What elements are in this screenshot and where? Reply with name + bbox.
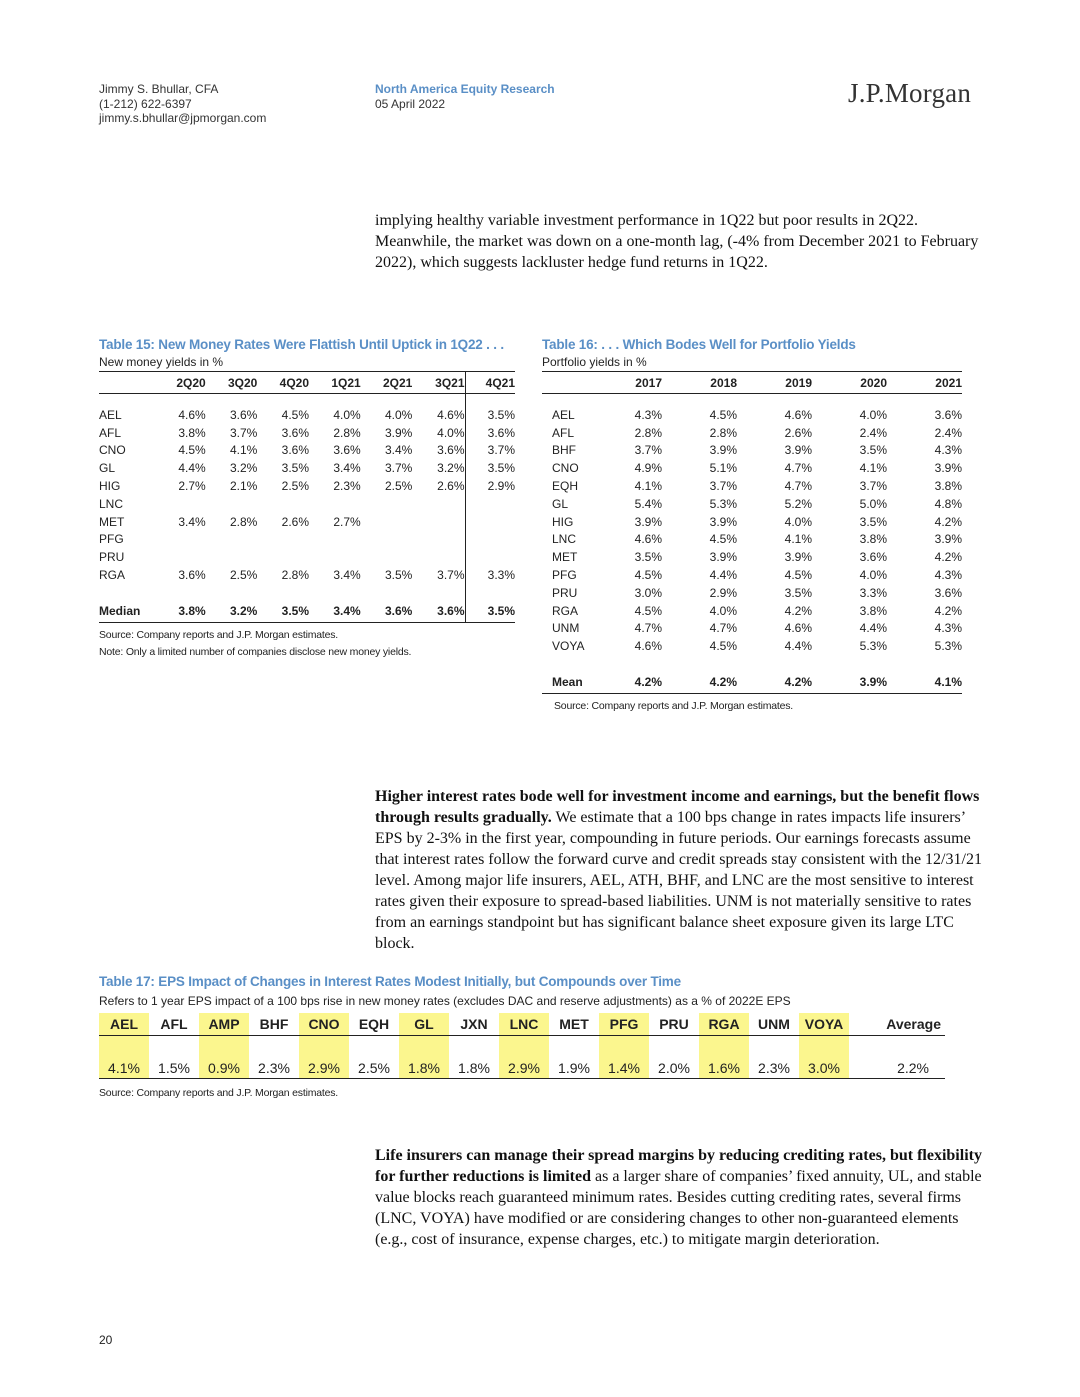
table-cell: 4.6%: [437, 407, 465, 422]
table-cell: 3.6%: [412, 600, 465, 623]
eps-impact-cell: 1.9%: [549, 1046, 599, 1079]
table-cell: 3.9%: [934, 532, 962, 547]
eps-impact-cell: 2.9%: [499, 1046, 549, 1079]
table-row: [542, 531, 962, 549]
table17: [99, 974, 945, 1099]
table15-col-header: 3Q20: [206, 372, 258, 394]
research-section: North America Equity Research: [375, 82, 555, 96]
table-cell: 4.2%: [587, 671, 662, 694]
table-cell: 3.8%: [154, 600, 206, 623]
analyst-phone: (1-212) 622-6397: [99, 96, 192, 111]
table-cell: 4.4%: [784, 639, 812, 654]
table-cell: 4.2%: [934, 603, 962, 618]
row-label: UNM: [552, 621, 580, 636]
table-cell: 3.4%: [333, 461, 361, 476]
table-cell: 2.7%: [178, 479, 206, 494]
table-cell: 2.8%: [281, 568, 310, 583]
ticker-header: PFG: [599, 1013, 649, 1036]
table-cell: 3.7%: [634, 443, 662, 458]
table-cell: 3.9%: [934, 461, 962, 476]
table-cell: [154, 495, 206, 513]
ticker-header: BHF: [249, 1013, 299, 1036]
table-cell: 3.8%: [859, 603, 887, 618]
table15-source: Source: Company reports and J.P. Morgan estimates.: [99, 628, 339, 641]
table-cell: 3.9%: [784, 443, 812, 458]
table-cell: 4.7%: [784, 479, 812, 494]
table-cell: 3.4%: [385, 443, 413, 458]
table-cell: [206, 495, 258, 513]
table-cell: [257, 531, 309, 549]
row-label: PFG: [552, 568, 577, 583]
table-cell: 2.5%: [385, 479, 413, 494]
page-number: 20: [99, 1333, 113, 1347]
table-cell: 3.7%: [709, 479, 737, 494]
table-cell: 4.2%: [934, 550, 962, 565]
report-info: [375, 82, 555, 111]
row-label: GL: [99, 461, 116, 476]
eps-impact-cell: 2.9%: [299, 1046, 349, 1079]
table-cell: 5.3%: [859, 639, 887, 654]
table-cell: 3.8%: [859, 532, 887, 547]
table-cell: [309, 531, 361, 549]
table-cell: 3.5%: [859, 443, 887, 458]
table15-note: Note: Only a limited number of companies disclose new money yields.: [99, 645, 412, 658]
table-cell: 3.5%: [465, 459, 515, 477]
table-cell: 2.9%: [465, 477, 515, 495]
row-label: VOYA: [552, 639, 585, 654]
table16-col-header: 2021: [887, 372, 962, 394]
table-cell: [412, 513, 465, 531]
table-cell: 3.3%: [465, 566, 515, 584]
table-cell: 3.2%: [437, 461, 465, 476]
table-cell: [309, 548, 361, 566]
table-row: [542, 442, 962, 460]
table-cell: [361, 548, 413, 566]
row-label: EQH: [552, 479, 579, 494]
table-cell: 3.5%: [257, 600, 309, 623]
table-cell: 3.9%: [634, 514, 662, 529]
table-cell: 5.3%: [709, 496, 737, 511]
row-label: HIG: [99, 479, 121, 494]
table-cell: 3.6%: [281, 425, 310, 440]
table-cell: 3.9%: [709, 443, 737, 458]
ticker-header: AMP: [199, 1013, 249, 1036]
table-row: [99, 531, 515, 549]
table-cell: [257, 548, 309, 566]
analyst-name: Jimmy S. Bhullar, CFA: [99, 82, 219, 96]
ticker-header: VOYA: [799, 1013, 849, 1036]
table-cell: 4.2%: [662, 671, 737, 694]
table-cell: 4.6%: [634, 639, 662, 654]
ticker-header: JXN: [449, 1013, 499, 1036]
table-cell: 5.0%: [859, 496, 887, 511]
table-cell: 3.5%: [281, 461, 310, 476]
table-row: [99, 477, 515, 495]
table-cell: 4.1%: [784, 532, 812, 547]
table-cell: [465, 513, 515, 531]
table15-title: Table 15: New Money Rates Were Flattish Until Uptick in 1Q22 . . .: [99, 337, 504, 352]
table-cell: 4.1%: [634, 479, 662, 494]
row-label: BHF: [552, 443, 576, 458]
row-label: LNC: [552, 532, 577, 547]
row-label: RGA: [552, 603, 579, 618]
row-label: PRU: [552, 585, 578, 600]
table-row: [542, 602, 962, 620]
table-cell: 4.0%: [859, 407, 887, 422]
table-cell: 5.3%: [934, 639, 962, 654]
table-cell: 4.5%: [281, 407, 310, 422]
row-label: MET: [99, 514, 125, 529]
table15-grid: [99, 371, 515, 623]
table-row: [542, 406, 962, 424]
average-value: 2.2%: [849, 1046, 945, 1079]
rates-paragraph-body: We estimate that a 100 bps change in rates impacts life insurers’ EPS by 2-3% in the first year, compounding in future periods. Our earnings forecasts assume that interest rates follow the forward curve and credit spreads stay consistent with the 12/31/21 level. Among major life insurers, AEL, ATH, BHF, and LNC are the most sensitive to interest rates given their exposure to spread-based liabilities. UNM is not materially sensitive to rates from an earnings standpoint but has significant balance sheet exposure given its large LTC block.: [375, 809, 982, 952]
table-cell: 3.6%: [229, 407, 258, 422]
table-cell: 4.2%: [784, 603, 812, 618]
table-cell: 2.1%: [229, 479, 258, 494]
table-cell: 4.5%: [709, 532, 737, 547]
table-cell: 4.5%: [178, 443, 206, 458]
table-cell: 4.0%: [709, 603, 737, 618]
table-cell: [361, 513, 413, 531]
table-cell: 3.9%: [385, 425, 413, 440]
table17-source: Source: Company reports and J.P. Morgan estimates.: [99, 1087, 339, 1099]
row-label: CNO: [552, 461, 579, 476]
row-label: PRU: [99, 550, 125, 565]
table16-source: Source: Company reports and J.P. Morgan estimates.: [554, 700, 794, 713]
row-label: AEL: [99, 407, 122, 422]
table-cell: 3.3%: [859, 585, 887, 600]
table-cell: 3.7%: [859, 479, 887, 494]
table-cell: 4.4%: [178, 461, 206, 476]
ticker-header: MET: [549, 1013, 599, 1036]
table-row: [542, 637, 962, 655]
table-cell: 4.2%: [737, 671, 812, 694]
table-row: [542, 424, 962, 442]
table-cell: [206, 548, 258, 566]
rates-paragraph: [375, 786, 987, 954]
table-cell: 3.5%: [634, 550, 662, 565]
mean-row: [542, 671, 962, 694]
table16-col-header: 2017: [587, 372, 662, 394]
table-cell: 3.5%: [859, 514, 887, 529]
rates-paragraph-lead: Higher interest rates bode well for investment income and earnings, but the benefit flows through results gradually.: [375, 788, 980, 826]
table15-corner: [99, 372, 154, 394]
table-cell: 4.0%: [437, 425, 465, 440]
table-cell: 4.2%: [934, 514, 962, 529]
table-cell: [257, 495, 309, 513]
table-row: [542, 459, 962, 477]
table-cell: 4.3%: [934, 621, 962, 636]
table-cell: 4.3%: [934, 443, 962, 458]
table-cell: 4.6%: [634, 532, 662, 547]
eps-impact-cell: 1.4%: [599, 1046, 649, 1079]
table-cell: 2.5%: [281, 479, 310, 494]
table-cell: 4.6%: [178, 407, 206, 422]
table-cell: [465, 531, 515, 549]
table-cell: 3.5%: [784, 585, 812, 600]
ticker-header: LNC: [499, 1013, 549, 1036]
table-cell: 4.1%: [859, 461, 887, 476]
table-cell: [154, 548, 206, 566]
table-cell: 5.2%: [784, 496, 812, 511]
row-label: PFG: [99, 532, 124, 547]
table-cell: [412, 531, 465, 549]
table-cell: 2.6%: [281, 514, 310, 529]
table-row: [99, 424, 515, 442]
eps-impact-cell: 1.8%: [399, 1046, 449, 1079]
row-label: MET: [552, 550, 578, 565]
table-cell: 4.9%: [634, 461, 662, 476]
row-label: AFL: [552, 425, 575, 440]
eps-impact-cell: 2.3%: [249, 1046, 299, 1079]
eps-impact-cell: 1.5%: [149, 1046, 199, 1079]
table-cell: 3.9%: [812, 671, 887, 694]
table-cell: [412, 495, 465, 513]
table-cell: 3.6%: [361, 600, 413, 623]
table-cell: 4.5%: [634, 568, 662, 583]
table-cell: 3.8%: [934, 479, 962, 494]
table15-col-header: 1Q21: [309, 372, 361, 394]
table-cell: [412, 548, 465, 566]
table16-title: Table 16: . . . Which Bodes Well for Portfolio Yields: [542, 337, 856, 352]
table-cell: 3.6%: [934, 585, 962, 600]
table-cell: 4.5%: [634, 603, 662, 618]
table-cell: 4.5%: [784, 568, 812, 583]
table-row: [542, 566, 962, 584]
ticker-header: UNM: [749, 1013, 799, 1036]
report-date: 05 April 2022: [375, 96, 446, 111]
row-label: HIG: [552, 514, 574, 529]
table-cell: 3.2%: [206, 600, 258, 623]
analyst-email[interactable]: jimmy.s.bhullar@jpmorgan.com: [99, 111, 267, 125]
table-cell: 4.1%: [229, 443, 258, 458]
table-cell: 2.4%: [859, 425, 887, 440]
table-row: [542, 548, 962, 566]
table-row: [99, 548, 515, 566]
table-cell: 3.7%: [437, 568, 465, 583]
eps-impact-cell: 2.3%: [749, 1046, 799, 1079]
row-label: AFL: [99, 425, 122, 440]
table15-col-header: 2Q20: [154, 372, 206, 394]
row-label: GL: [552, 496, 569, 511]
table-cell: [361, 531, 413, 549]
eps-impact-cell: 0.9%: [199, 1046, 249, 1079]
table-cell: 3.6%: [465, 424, 515, 442]
table-row: [542, 495, 962, 513]
analyst-contact: [99, 82, 266, 126]
table-cell: 3.5%: [385, 568, 413, 583]
table-row: [99, 495, 515, 513]
table15-col-header: 2Q21: [361, 372, 413, 394]
eps-impact-cell: 3.0%: [799, 1046, 849, 1079]
table-row: [542, 620, 962, 638]
table-cell: 2.8%: [229, 514, 258, 529]
table-cell: 2.8%: [634, 425, 662, 440]
table16-grid: [542, 371, 962, 694]
table-cell: 3.8%: [178, 425, 206, 440]
eps-impact-cell: 1.6%: [699, 1046, 749, 1079]
table-row: [99, 513, 515, 531]
table-row: [542, 584, 962, 602]
table-cell: [361, 495, 413, 513]
table-cell: 4.7%: [709, 621, 737, 636]
table16-corner: [542, 372, 587, 394]
table-cell: 3.6%: [178, 568, 206, 583]
eps-impact-cell: 2.0%: [649, 1046, 699, 1079]
table17-title: Table 17: EPS Impact of Changes in Interest Rates Modest Initially, but Compounds over Time: [99, 974, 681, 989]
table-row: [99, 442, 515, 460]
table-cell: 2.4%: [934, 425, 962, 440]
table-cell: 5.1%: [709, 461, 737, 476]
table-cell: 4.7%: [784, 461, 812, 476]
table-cell: [465, 495, 515, 513]
table-cell: 3.6%: [281, 443, 310, 458]
table-cell: 3.6%: [934, 407, 962, 422]
jpmorgan-logo: J.P.Morgan: [848, 78, 972, 108]
table16-col-header: 2020: [812, 372, 887, 394]
table-cell: 2.9%: [709, 585, 737, 600]
table-cell: 4.0%: [333, 407, 361, 422]
table16-col-header: 2019: [737, 372, 812, 394]
table-cell: 2.8%: [709, 425, 737, 440]
table16: [542, 337, 962, 712]
row-label: Median: [99, 600, 154, 623]
table-cell: 4.0%: [859, 568, 887, 583]
table-cell: 4.6%: [784, 621, 812, 636]
table-cell: 2.5%: [229, 568, 258, 583]
ticker-header: CNO: [299, 1013, 349, 1036]
table-cell: 2.6%: [784, 425, 812, 440]
ticker-header: AEL: [99, 1013, 149, 1036]
table17-subtitle: Refers to 1 year EPS impact of a 100 bps rise in new money rates (excludes DAC and reserve adjustments) as a % of 2022E EPS: [99, 994, 791, 1008]
table15-col-header: 4Q20: [257, 372, 309, 394]
table-cell: 4.3%: [934, 568, 962, 583]
row-label: AEL: [552, 407, 575, 422]
eps-impact-cell: 1.8%: [449, 1046, 499, 1079]
table-cell: 3.9%: [784, 550, 812, 565]
table-cell: [309, 495, 361, 513]
table17-grid: [99, 1012, 945, 1079]
table-cell: 4.0%: [385, 407, 413, 422]
table-cell: 2.8%: [333, 425, 361, 440]
table-row: [99, 459, 515, 477]
table-cell: 5.4%: [634, 496, 662, 511]
ticker-header: GL: [399, 1013, 449, 1036]
average-header: Average: [849, 1013, 945, 1036]
table-cell: 3.7%: [465, 442, 515, 460]
table15-col-header: 4Q21: [465, 372, 515, 394]
table-cell: 4.4%: [709, 568, 737, 583]
ticker-header: AFL: [149, 1013, 199, 1036]
table-cell: 3.9%: [709, 514, 737, 529]
table-row: [542, 477, 962, 495]
table-cell: 4.0%: [784, 514, 812, 529]
row-label: Mean: [542, 671, 587, 694]
table-cell: 3.5%: [465, 600, 515, 623]
eps-impact-cell: 2.5%: [349, 1046, 399, 1079]
table-cell: 3.7%: [385, 461, 413, 476]
table-cell: 3.0%: [634, 585, 662, 600]
table-cell: 4.4%: [859, 621, 887, 636]
table-cell: 4.8%: [934, 496, 962, 511]
table16-col-header: 2018: [662, 372, 737, 394]
table-cell: 3.4%: [333, 568, 361, 583]
table-cell: 2.7%: [333, 514, 361, 529]
table-cell: 4.5%: [709, 639, 737, 654]
table-cell: 3.2%: [229, 461, 258, 476]
table-cell: 3.9%: [709, 550, 737, 565]
table-cell: 2.3%: [333, 479, 361, 494]
table-row: [99, 406, 515, 424]
table-cell: 4.5%: [709, 407, 737, 422]
table15-subtitle: New money yields in %: [99, 355, 224, 369]
eps-impact-cell: 4.1%: [99, 1046, 149, 1079]
table-cell: 4.7%: [634, 621, 662, 636]
spread-paragraph-lead: Life insurers can manage their spread margins by reducing crediting rates, but flexibility for further reductions is limited: [375, 1147, 982, 1185]
spread-margins-paragraph: [375, 1145, 987, 1250]
spread-paragraph-body: as a larger share of companies’ fixed annuity, UL, and stable value blocks reach guaranteed minimum rates. Besides cutting crediting rates, several firms (LNC, VOYA) have modified or are considering changes to other non-guaranteed elements (e.g., cost of insurance, expense charges, etc.) to mitigate margin deterioration.: [375, 1168, 982, 1248]
table-cell: 3.6%: [859, 550, 887, 565]
median-row: [99, 600, 515, 623]
table15-col-header: 3Q21: [412, 372, 465, 394]
table-cell: 4.3%: [634, 407, 662, 422]
table-cell: 4.6%: [784, 407, 812, 422]
table-cell: 3.6%: [333, 443, 361, 458]
intro-paragraph: implying healthy variable investment performance in 1Q22 but poor results in 2Q22. Meanwhile, the market was down on a one-month lag, (-4% from December 2021 to February 2022), which suggests lackluster hedge fund returns in 1Q22.: [375, 212, 979, 271]
table-cell: [154, 531, 206, 549]
table-cell: [206, 531, 258, 549]
table-cell: 2.6%: [437, 479, 465, 494]
row-label: CNO: [99, 443, 126, 458]
ticker-header: RGA: [699, 1013, 749, 1036]
ticker-header: PRU: [649, 1013, 699, 1036]
table-cell: 4.1%: [887, 671, 962, 694]
table-row: [542, 513, 962, 531]
table-cell: [465, 548, 515, 566]
table-cell: 3.6%: [437, 443, 465, 458]
table15: [99, 337, 515, 658]
table-cell: 3.7%: [229, 425, 258, 440]
table-row: [99, 566, 515, 584]
row-label: RGA: [99, 568, 126, 583]
table-cell: 3.4%: [178, 514, 206, 529]
ticker-header: EQH: [349, 1013, 399, 1036]
table-cell: 3.4%: [309, 600, 361, 623]
row-label: LNC: [99, 496, 124, 511]
table-cell: 3.5%: [465, 406, 515, 424]
table16-subtitle: Portfolio yields in %: [542, 355, 647, 369]
